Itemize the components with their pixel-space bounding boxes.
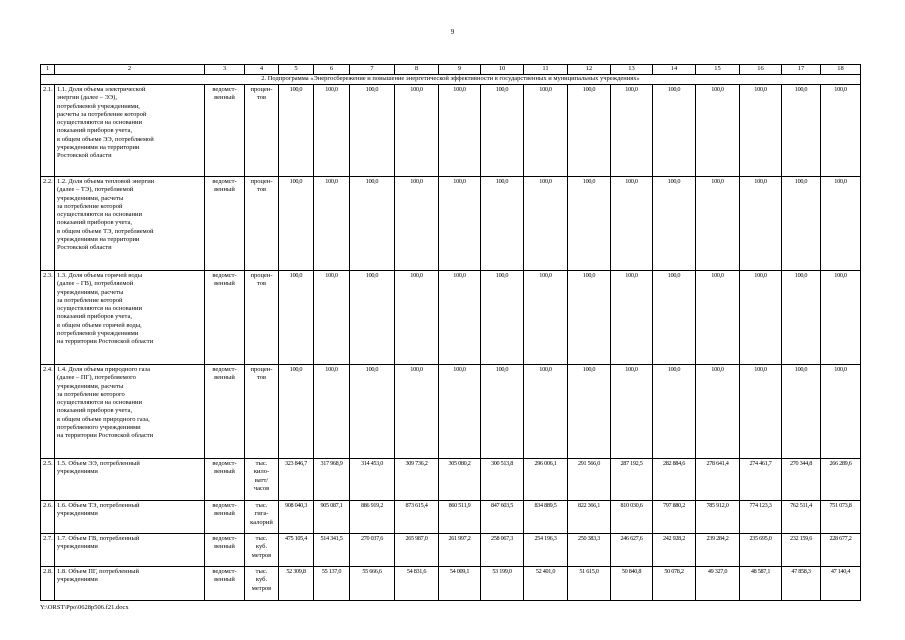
column-number-cell: 8: [395, 65, 439, 75]
column-number-cell: 2: [55, 65, 205, 75]
value-cell: 100,0: [481, 85, 524, 177]
indicator-name-line: на территории Ростовской области: [57, 338, 154, 346]
value-cell: 100,0: [524, 365, 568, 459]
indicator-type-line: ведомст-: [212, 568, 237, 575]
indicator-name-line: в общем объеме ЭЭ, потребляемой: [57, 135, 154, 143]
unit-of-measure-line: тов: [256, 186, 267, 194]
unit-of-measure-line: тов: [256, 280, 267, 288]
indicator-type-line: венный: [214, 374, 235, 382]
indicator-type-line: венный: [214, 280, 235, 288]
column-number-cell: 11: [524, 65, 568, 75]
value-cell: 100,0: [821, 85, 861, 177]
value-cell: 822 366,1: [568, 501, 611, 534]
indicator-name-line: осуществляются на основании: [57, 399, 142, 407]
table-row: [41, 177, 861, 271]
column-number-cell: 17: [782, 65, 821, 75]
row-number: 2.7.: [41, 534, 55, 567]
value-cell: 100,0: [782, 271, 821, 365]
indicator-name-line: 1.3. Доля объема горячей воды: [57, 272, 143, 279]
indicator-name-line: 1.4. Доля объема природного газа: [57, 366, 150, 373]
indicator-type-line: ведомст-: [212, 502, 237, 509]
indicator-name: [55, 501, 205, 534]
table-row: [41, 534, 861, 567]
unit-of-measure: [245, 459, 279, 501]
value-cell: 860 511,9: [439, 501, 481, 534]
column-number-cell: 12: [568, 65, 611, 75]
value-cell: 100,0: [481, 271, 524, 365]
value-cell: 50 078,2: [653, 567, 696, 601]
value-cell: 100,0: [524, 271, 568, 365]
unit-of-measure-line: кило-: [253, 468, 270, 476]
value-cell: 774 123,3: [740, 501, 782, 534]
value-cell: 47 140,4: [821, 567, 861, 601]
indicator-type-line: ведомст-: [212, 272, 237, 279]
indicator-name-line: осуществляются на основании: [57, 119, 142, 127]
indicator-name: [55, 85, 205, 177]
indicator-type-line: венный: [214, 186, 235, 194]
unit-of-measure-line: тыс.: [255, 535, 268, 542]
indicator-name-line: учреждениями на территории: [57, 144, 140, 152]
indicator-type: [205, 534, 245, 567]
indicator-name: [55, 271, 205, 365]
value-cell: 100,0: [439, 85, 481, 177]
value-cell: 291 566,0: [568, 459, 611, 501]
unit-of-measure-line: процен-: [250, 366, 273, 373]
value-cell: 100,0: [568, 85, 611, 177]
column-number-cell: 4: [245, 65, 279, 75]
row-number: 2.4.: [41, 365, 55, 459]
value-cell: 100,0: [350, 365, 395, 459]
value-cell: 49 327,0: [696, 567, 740, 601]
value-cell: 100,0: [696, 365, 740, 459]
indicator-name: [55, 567, 205, 601]
indicator-name-line: за потребление которой: [57, 296, 123, 304]
value-cell: 261 997,2: [439, 534, 481, 567]
indicator-type-line: ведомст-: [212, 460, 237, 467]
indicator-name-line: за потребление которой: [57, 202, 123, 210]
table-row: [41, 567, 861, 601]
table-row: [41, 459, 861, 501]
indicator-name-line: Ростовской области: [57, 244, 112, 252]
unit-of-measure-line: процен-: [250, 86, 273, 93]
value-cell: 235 695,0: [740, 534, 782, 567]
value-cell: 287 192,5: [611, 459, 653, 501]
value-cell: 886 919,2: [350, 501, 395, 534]
value-cell: 100,0: [439, 177, 481, 271]
value-cell: 100,0: [314, 271, 350, 365]
column-number-cell: 10: [481, 65, 524, 75]
value-cell: 100,0: [395, 365, 439, 459]
value-cell: 100,0: [395, 85, 439, 177]
value-cell: 323 846,7: [279, 459, 314, 501]
unit-of-measure-line: калорий: [250, 518, 273, 526]
value-cell: 100,0: [740, 365, 782, 459]
value-cell: 100,0: [350, 271, 395, 365]
unit-of-measure-line: куб.: [255, 543, 268, 551]
unit-of-measure-line: тыс.: [255, 460, 268, 467]
value-cell: 242 928,2: [653, 534, 696, 567]
value-cell: 100,0: [611, 365, 653, 459]
column-number-cell: 16: [740, 65, 782, 75]
unit-of-measure: [245, 177, 279, 271]
indicator-type-line: венный: [214, 576, 235, 584]
indicator-type-line: ведомст-: [212, 366, 237, 373]
value-cell: 100,0: [782, 365, 821, 459]
value-cell: 100,0: [653, 271, 696, 365]
value-cell: 305 080,2: [439, 459, 481, 501]
unit-of-measure: [245, 567, 279, 601]
indicator-name-line: осуществляются на основании: [57, 305, 142, 313]
indicator-name-line: в общем объеме природного газа,: [57, 415, 150, 423]
indicator-name-line: осуществляются на основании: [57, 211, 142, 219]
value-cell: 100,0: [740, 85, 782, 177]
value-cell: 751 073,8: [821, 501, 861, 534]
value-cell: 314 453,0: [350, 459, 395, 501]
unit-of-measure: [245, 271, 279, 365]
value-cell: 258 067,3: [481, 534, 524, 567]
value-cell: 762 511,4: [782, 501, 821, 534]
indicator-name-line: 1.1. Доля объема электрической: [57, 86, 146, 93]
unit-of-measure-line: процен-: [250, 272, 273, 279]
value-cell: 100,0: [568, 177, 611, 271]
indicator-type: [205, 365, 245, 459]
indicator-name-line: учреждениями: [57, 576, 98, 584]
value-cell: 100,0: [439, 271, 481, 365]
value-cell: 282 884,6: [653, 459, 696, 501]
value-cell: 100,0: [524, 85, 568, 177]
value-cell: 100,0: [611, 271, 653, 365]
indicator-name-line: 1.2. Доля объема тепловой энергии: [57, 178, 155, 185]
indicator-name-line: расчеты за потребление которой: [57, 110, 147, 118]
value-cell: 48 587,1: [740, 567, 782, 601]
column-number-cell: 1: [41, 65, 55, 75]
value-cell: 317 968,9: [314, 459, 350, 501]
row-number: 2.2.: [41, 177, 55, 271]
unit-of-measure-line: ватт/: [254, 476, 269, 484]
indicator-name-line: учреждениями, расчеты: [57, 382, 124, 390]
value-cell: 246 627,6: [611, 534, 653, 567]
indicator-name-line: учреждениями на территории: [57, 236, 140, 244]
value-cell: 309 736,2: [395, 459, 439, 501]
indicator-name-line: 1.5. Объем ЭЭ, потребленный: [57, 460, 140, 467]
indicator-name-line: 1.8. Объем ПГ, потребленный: [57, 568, 139, 575]
value-cell: 847 603,5: [481, 501, 524, 534]
indicator-type: [205, 459, 245, 501]
value-cell: 873 615,4: [395, 501, 439, 534]
unit-of-measure: [245, 85, 279, 177]
indicator-type-line: венный: [214, 468, 235, 476]
unit-of-measure-line: процен-: [250, 178, 273, 185]
value-cell: 100,0: [314, 85, 350, 177]
unit-of-measure-line: метров: [251, 584, 272, 592]
value-cell: 228 677,2: [821, 534, 861, 567]
indicator-name-line: потребляемого учреждениями: [57, 424, 141, 432]
column-number-cell: 9: [439, 65, 481, 75]
row-number: 2.3.: [41, 271, 55, 365]
column-number-cell: 18: [821, 65, 861, 75]
value-cell: 100,0: [314, 177, 350, 271]
indicator-type: [205, 177, 245, 271]
value-cell: 100,0: [611, 85, 653, 177]
indicator-name-line: потребляемой учреждениями,: [57, 102, 140, 110]
indicator-type: [205, 271, 245, 365]
subprogram-row: [41, 75, 861, 85]
value-cell: 300 513,8: [481, 459, 524, 501]
indicator-type-line: ведомст-: [212, 86, 237, 93]
value-cell: 100,0: [481, 177, 524, 271]
indicator-name-line: за потребление которого: [57, 390, 125, 398]
indicator-name-line: (далее – ТЭ), потребляемой: [57, 186, 134, 194]
value-cell: 52 309,8: [279, 567, 314, 601]
value-cell: 55 137,0: [314, 567, 350, 601]
indicator-name-line: потребляемой учреждениями: [57, 330, 139, 338]
value-cell: 908 040,3: [279, 501, 314, 534]
value-cell: 54 831,6: [395, 567, 439, 601]
value-cell: 100,0: [568, 365, 611, 459]
column-number-cell: 15: [696, 65, 740, 75]
value-cell: 51 615,0: [568, 567, 611, 601]
indicator-name-line: учреждениями: [57, 468, 98, 476]
indicator-name-line: 1.7. Объем ГВ, потребленный: [57, 535, 140, 542]
indicator-name: [55, 534, 205, 567]
value-cell: 100,0: [821, 365, 861, 459]
column-number-cell: 14: [653, 65, 696, 75]
indicator-name: [55, 459, 205, 501]
value-cell: 905 087,1: [314, 501, 350, 534]
indicator-name-line: показаний приборов учета,: [57, 127, 132, 135]
value-cell: 785 912,0: [696, 501, 740, 534]
unit-of-measure: [245, 501, 279, 534]
value-cell: 250 383,3: [568, 534, 611, 567]
indicator-name: [55, 177, 205, 271]
column-number-cell: 6: [314, 65, 350, 75]
value-cell: 475 105,4: [279, 534, 314, 567]
indicators-table: [40, 64, 861, 601]
indicator-name-line: показаний приборов учета,: [57, 313, 132, 321]
value-cell: 47 858,3: [782, 567, 821, 601]
value-cell: 54 009,1: [439, 567, 481, 601]
indicator-type: [205, 85, 245, 177]
indicator-name-line: энергии (далее – ЭЭ),: [57, 94, 117, 102]
value-cell: 100,0: [568, 271, 611, 365]
value-cell: 278 641,4: [696, 459, 740, 501]
value-cell: 52 401,0: [524, 567, 568, 601]
column-number-cell: 13: [611, 65, 653, 75]
unit-of-measure-line: тыс.: [255, 502, 268, 509]
value-cell: 50 840,8: [611, 567, 653, 601]
value-cell: 266 289,6: [821, 459, 861, 501]
indicator-name-line: учреждениями: [57, 510, 98, 518]
table-row: [41, 271, 861, 365]
value-cell: 254 196,3: [524, 534, 568, 567]
value-cell: 514 341,5: [314, 534, 350, 567]
indicator-type: [205, 567, 245, 601]
indicator-type-line: венный: [214, 543, 235, 551]
table-row: [41, 501, 861, 534]
unit-of-measure-line: часов: [253, 484, 270, 492]
indicator-name-line: (далее – ГВ), потребляемой: [57, 280, 134, 288]
value-cell: 100,0: [696, 177, 740, 271]
indicator-name-line: показаний приборов учета,: [57, 407, 132, 415]
unit-of-measure-line: тыс.: [255, 568, 268, 575]
value-cell: 270 037,6: [350, 534, 395, 567]
table-row: [41, 365, 861, 459]
column-number-cell: 7: [350, 65, 395, 75]
value-cell: 100,0: [821, 177, 861, 271]
value-cell: 100,0: [279, 177, 314, 271]
row-number: 2.5.: [41, 459, 55, 501]
unit-of-measure-line: тов: [256, 94, 267, 102]
indicator-name-line: учреждениями, расчеты: [57, 194, 124, 202]
value-cell: 100,0: [782, 85, 821, 177]
indicator-name-line: учреждениями: [57, 543, 98, 551]
value-cell: 100,0: [395, 271, 439, 365]
value-cell: 53 199,0: [481, 567, 524, 601]
indicator-name-line: Ростовской области: [57, 152, 112, 160]
value-cell: 100,0: [279, 271, 314, 365]
value-cell: 232 159,6: [782, 534, 821, 567]
indicator-type-line: ведомст-: [212, 535, 237, 542]
indicator-name-line: на территории Ростовской области: [57, 432, 154, 440]
page-number: 9: [450, 28, 455, 36]
value-cell: 100,0: [439, 365, 481, 459]
indicator-name-line: показаний приборов учета,: [57, 219, 132, 227]
indicator-name-line: 1.6. Объем ТЭ, потребленный: [57, 502, 140, 509]
value-cell: 100,0: [350, 85, 395, 177]
row-number: 2.1.: [41, 85, 55, 177]
row-number: 2.8.: [41, 567, 55, 601]
value-cell: 100,0: [653, 85, 696, 177]
indicator-type-line: венный: [214, 510, 235, 518]
value-cell: 100,0: [279, 85, 314, 177]
value-cell: 100,0: [653, 365, 696, 459]
value-cell: 239 284,2: [696, 534, 740, 567]
unit-of-measure-line: метров: [251, 551, 272, 559]
value-cell: 100,0: [611, 177, 653, 271]
indicator-name-line: (далее – ПГ), потребляемого: [57, 374, 136, 382]
value-cell: 100,0: [524, 177, 568, 271]
indicator-type: [205, 501, 245, 534]
column-number-cell: 3: [205, 65, 245, 75]
file-path-footer: Y:\ORST\Ppo\0628p506.f21.docx: [40, 604, 129, 611]
value-cell: 100,0: [314, 365, 350, 459]
value-cell: 270 344,8: [782, 459, 821, 501]
indicator-name-line: в общем объеме ТЭ, потребляемой: [57, 227, 154, 235]
unit-of-measure: [245, 365, 279, 459]
value-cell: 100,0: [696, 85, 740, 177]
indicator-type-line: венный: [214, 94, 235, 102]
value-cell: 100,0: [821, 271, 861, 365]
value-cell: 100,0: [740, 271, 782, 365]
value-cell: 274 461,7: [740, 459, 782, 501]
indicator-name-line: учреждениями, расчеты: [57, 288, 124, 296]
value-cell: 100,0: [350, 177, 395, 271]
value-cell: 55 666,6: [350, 567, 395, 601]
value-cell: 100,0: [782, 177, 821, 271]
unit-of-measure-line: тов: [256, 374, 267, 382]
value-cell: 100,0: [740, 177, 782, 271]
value-cell: 810 030,6: [611, 501, 653, 534]
value-cell: 100,0: [481, 365, 524, 459]
value-cell: 797 880,2: [653, 501, 696, 534]
value-cell: 100,0: [653, 177, 696, 271]
indicator-name: [55, 365, 205, 459]
value-cell: 100,0: [395, 177, 439, 271]
indicator-type-line: ведомст-: [212, 178, 237, 185]
column-number-row: [41, 65, 861, 75]
value-cell: 265 987,0: [395, 534, 439, 567]
indicator-name-line: в общем объеме горячей воды,: [57, 321, 142, 329]
unit-of-measure: [245, 534, 279, 567]
unit-of-measure-line: гига-: [254, 510, 269, 518]
value-cell: 834 889,5: [524, 501, 568, 534]
unit-of-measure-line: куб.: [255, 576, 268, 584]
subprogram-title: 2. Подпрограмма «Энергосбережение и повышение энергетической эффективности в государственных и муниципальных учреждениях»: [41, 75, 861, 85]
column-number-cell: 5: [279, 65, 314, 75]
value-cell: 100,0: [279, 365, 314, 459]
value-cell: 100,0: [696, 271, 740, 365]
row-number: 2.6.: [41, 501, 55, 534]
value-cell: 296 006,1: [524, 459, 568, 501]
table-row: [41, 85, 861, 177]
